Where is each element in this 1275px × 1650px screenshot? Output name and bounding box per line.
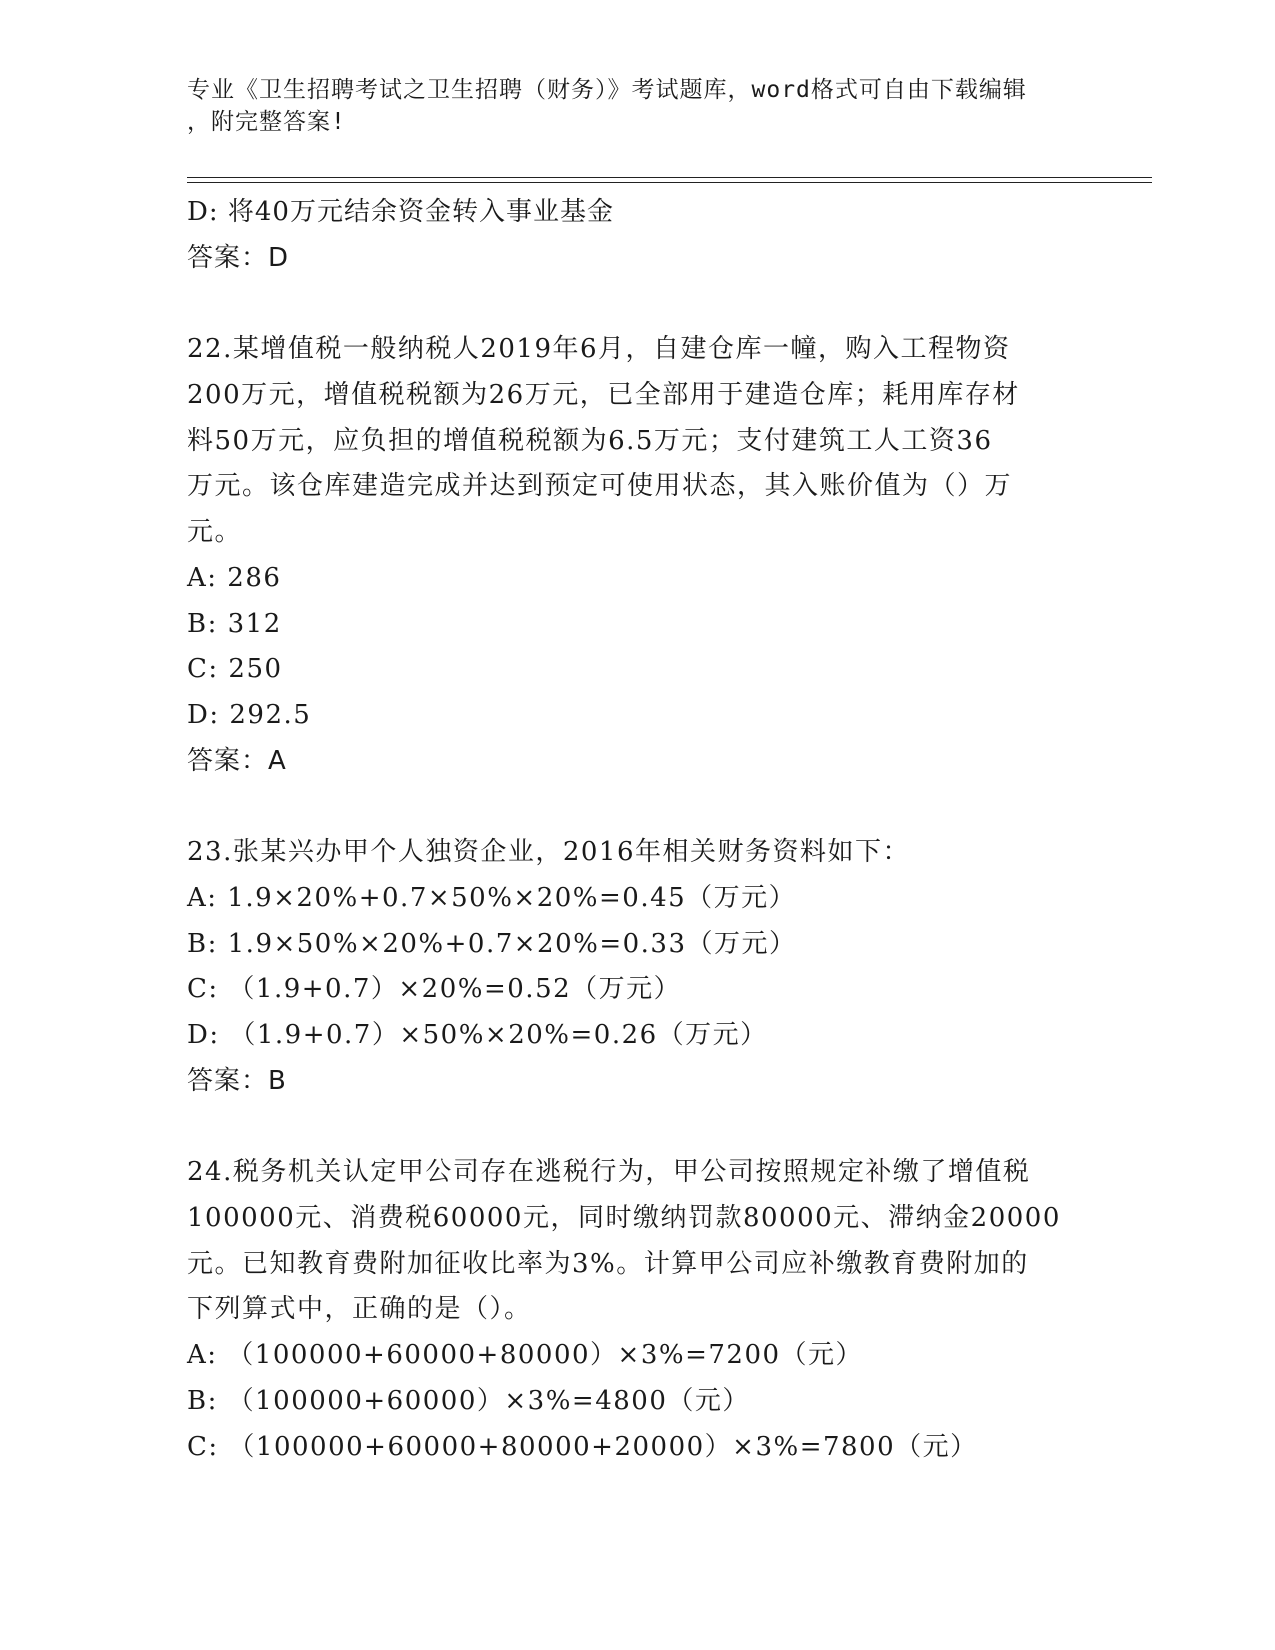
option-c: C: 250 [187, 654, 283, 685]
answer-label: 答案：A [187, 745, 287, 776]
question-stem-line: 元。已知教育费附加征收比率为3%。计算甲公司应补缴教育费附加的 [187, 1248, 1029, 1279]
option-a: A: 1.9×20%+0.7×50%×20%=0.45（万元） [187, 882, 797, 913]
answer-label: 答案：B [187, 1065, 287, 1096]
question-21-tail [187, 190, 1087, 281]
option-c: C: （100000+60000+80000+20000）×3%=7800（元） [187, 1431, 978, 1462]
header-line-1: 专业《卫生招聘考试之卫生招聘（财务）》考试题库，word格式可自由下载编辑 [187, 77, 1027, 103]
question-stem-line: 200万元，增值税税额为26万元，已全部用于建造仓库；耗用库存材 [187, 380, 1020, 411]
header-line-2: ，附完整答案! [187, 109, 346, 135]
option-b: B: 1.9×50%×20%+0.7×20%=0.33（万元） [187, 928, 797, 959]
option-a: A: 286 [187, 562, 282, 593]
answer-label: 答案：D [187, 242, 290, 273]
option-d: D: 将40万元结余资金转入事业基金 [187, 197, 614, 227]
question-23 [187, 830, 1087, 1104]
header-divider-top [187, 177, 1152, 178]
question-stem-line: 23.张某兴办甲个人独资企业，2016年相关财务资料如下： [187, 837, 911, 868]
page-header [187, 74, 1087, 138]
question-stem-line: 100000元、消费税60000元，同时缴纳罚款80000元、滞纳金20000 [187, 1203, 1061, 1234]
option-d: D: 292.5 [187, 699, 312, 730]
question-stem-line: 料50万元，应负担的增值税税额为6.5万元；支付建筑工人工资36 [187, 425, 993, 456]
question-stem-line: 元。 [187, 517, 243, 548]
question-24 [187, 1150, 1087, 1470]
question-stem-line: 万元。该仓库建造完成并达到预定可使用状态，其入账价值为（）万 [187, 471, 1013, 502]
question-stem-line: 22.某增值税一般纳税人2019年6月，自建仓库一幢，购入工程物资 [187, 334, 1011, 365]
option-d: D: （1.9+0.7）×50%×20%=0.26（万元） [187, 1020, 768, 1050]
option-c: C: （1.9+0.7）×20%=0.52（万元） [187, 974, 682, 1005]
header-divider-bottom [187, 182, 1152, 183]
question-stem-line: 下列算式中，正确的是（）。 [187, 1294, 532, 1325]
option-b: B: （100000+60000）×3%=4800（元） [187, 1385, 750, 1416]
question-stem-line: 24.税务机关认定甲公司存在逃税行为，甲公司按照规定补缴了增值税 [187, 1157, 1031, 1188]
question-22 [187, 327, 1087, 784]
option-a: A: （100000+60000+80000）×3%=7200（元） [187, 1340, 864, 1371]
document-body [187, 190, 1087, 1470]
option-b: B: 312 [187, 608, 282, 639]
